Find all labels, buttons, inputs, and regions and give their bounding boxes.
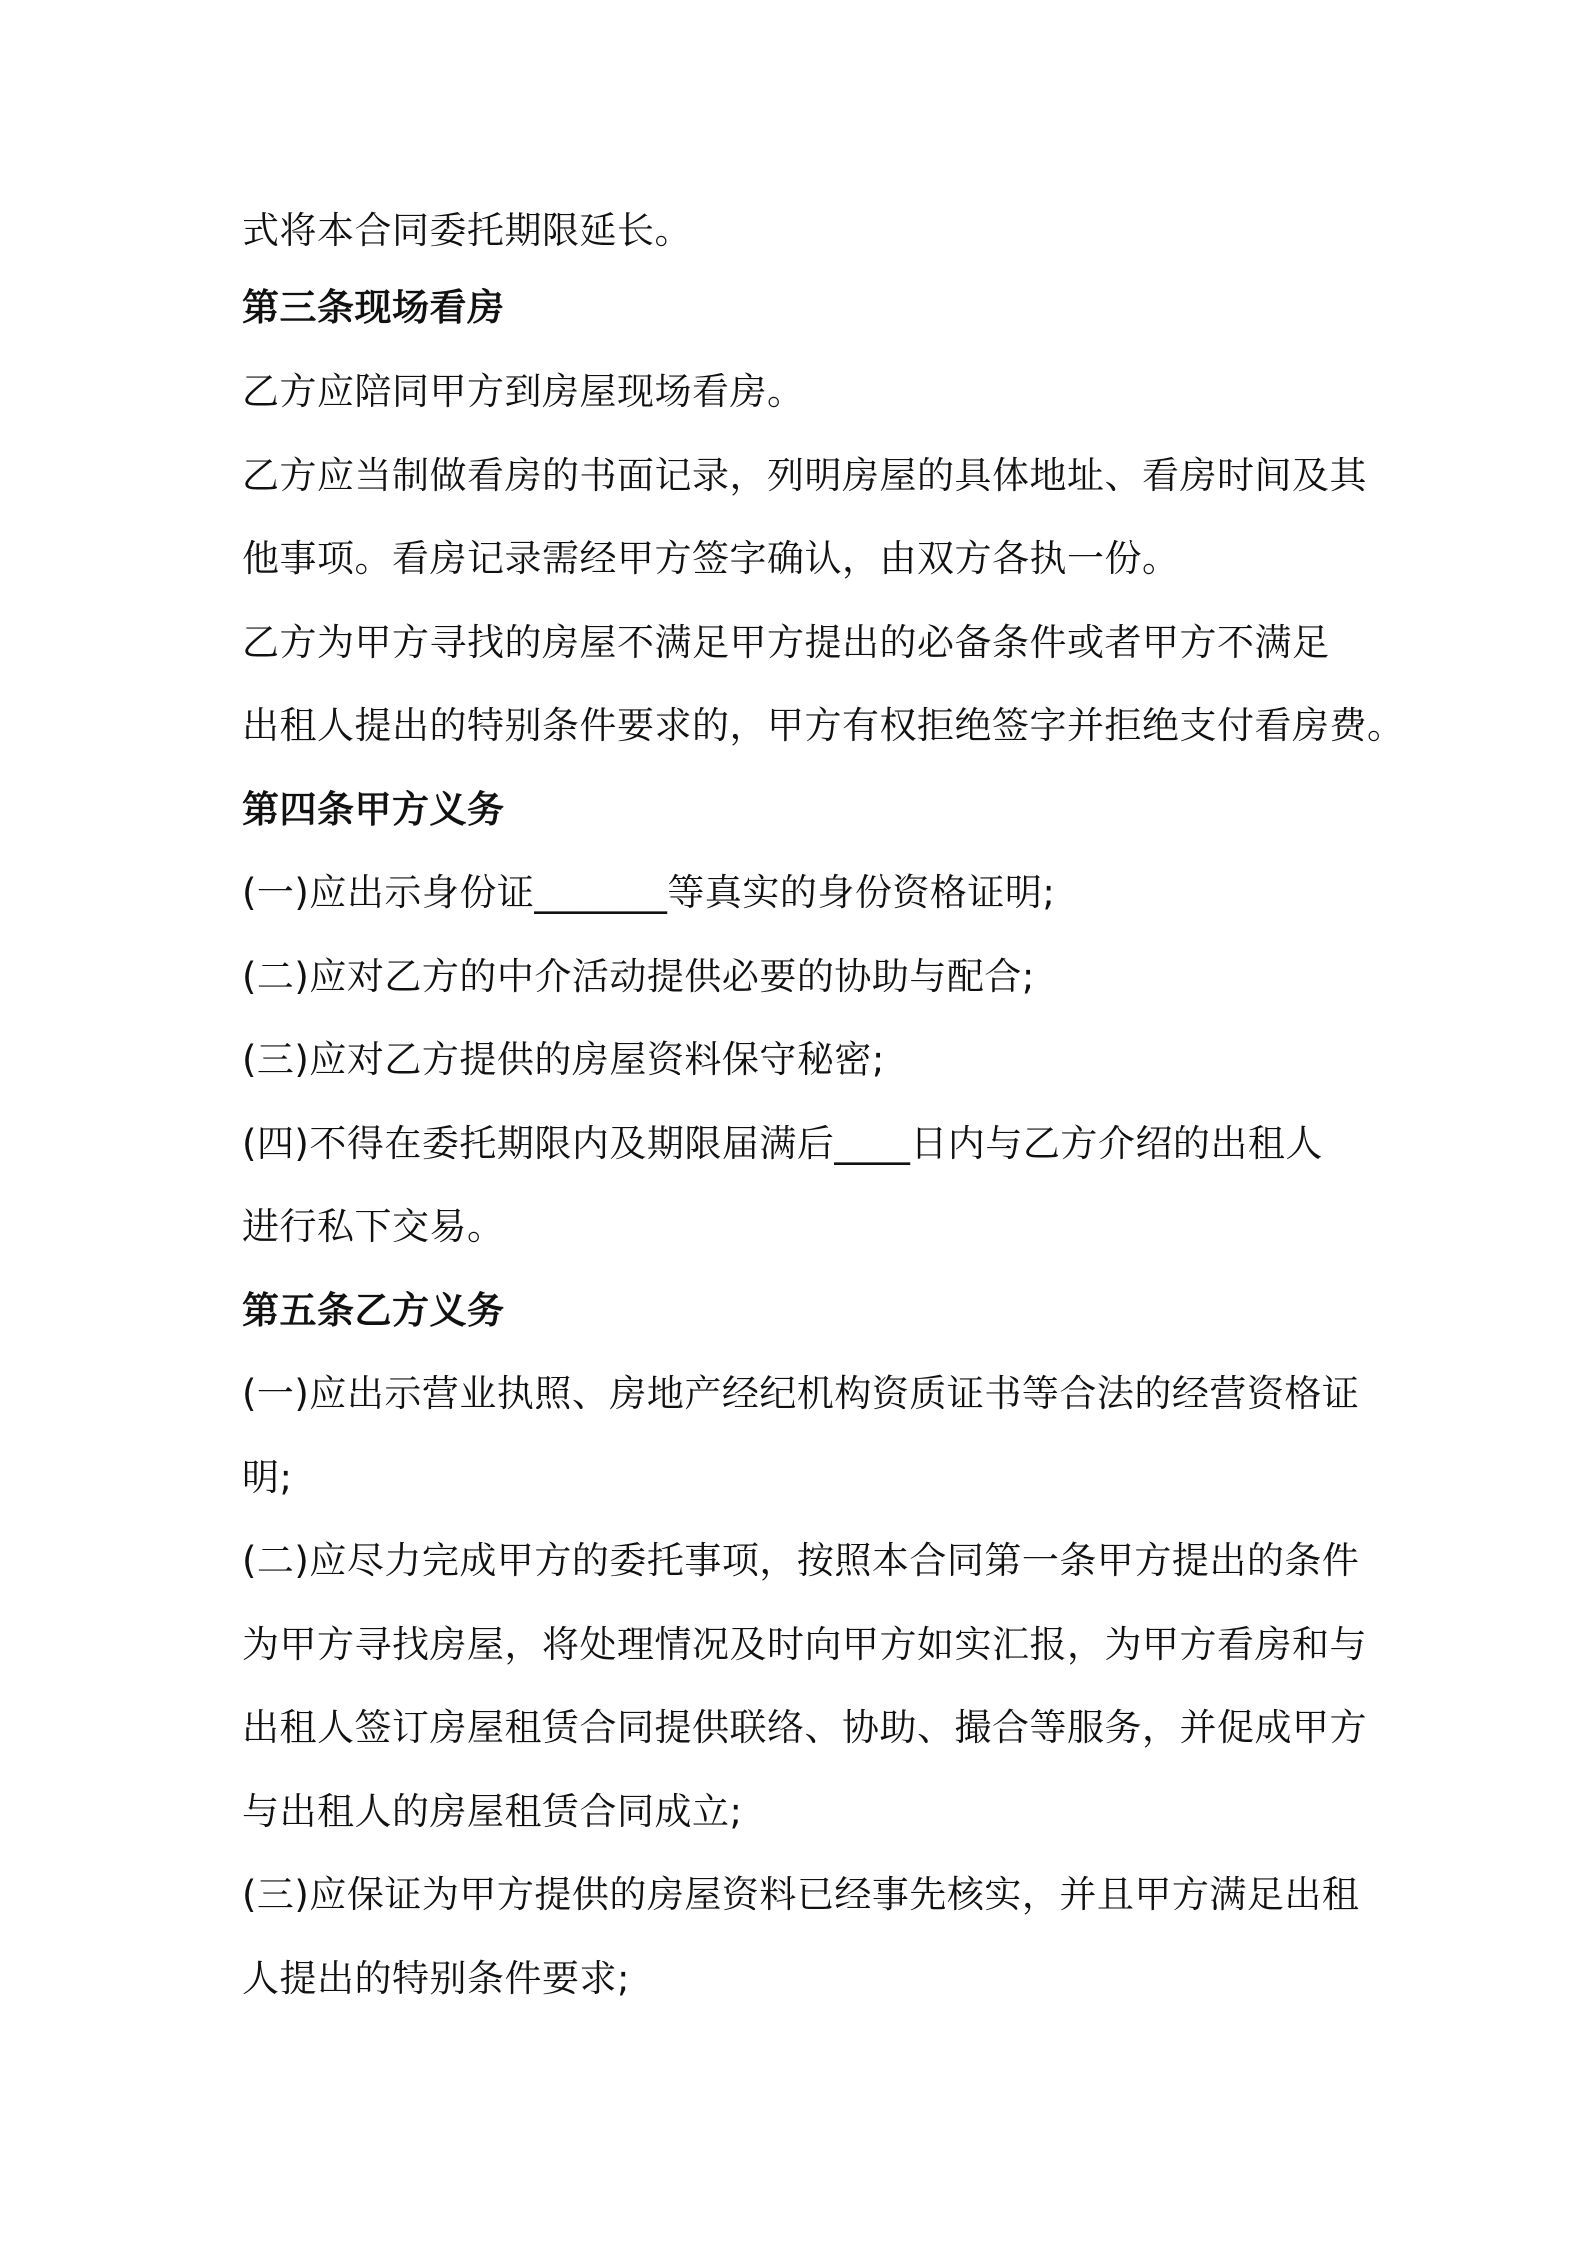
text-line: (四)不得在委托期限内及期限届满后____日内与乙方介绍的出租人: [242, 1122, 1323, 1165]
text-line: 与出租人的房屋租赁合同成立;: [242, 1790, 743, 1833]
text-line: 出租人签订房屋租赁合同提供联络、协助、撮合等服务，并促成甲方: [242, 1706, 1367, 1749]
text-line: (二)应对乙方的中介活动提供必要的协助与配合;: [242, 955, 1035, 998]
text-line: 乙方应当制做看房的书面记录，列明房屋的具体地址、看房时间及其: [242, 454, 1367, 497]
text-line: 式将本合同委托期限延长。: [242, 209, 692, 252]
text-line: 为甲方寻找房屋，将处理情况及时向甲方如实汇报，为甲方看房和与: [242, 1623, 1367, 1666]
text-line: 人提出的特别条件要求;: [242, 1957, 630, 2000]
text-line: (二)应尽力完成甲方的委托事项，按照本合同第一条甲方提出的条件: [242, 1539, 1360, 1582]
section-heading-3: 第三条现场看房: [242, 286, 505, 329]
text-line: 乙方为甲方寻找的房屋不满足甲方提出的必备条件或者甲方不满足: [242, 621, 1330, 664]
text-line: (一)应出示身份证_______等真实的身份资格证明;: [242, 871, 1056, 914]
text-line: (三)应保证为甲方提供的房屋资料已经事先核实，并且甲方满足出租: [242, 1873, 1360, 1916]
text-line: 他事项。看房记录需经甲方签字确认，由双方各执一份。: [242, 537, 1180, 580]
section-heading-5: 第五条乙方义务: [242, 1289, 505, 1332]
text-line: (三)应对乙方提供的房屋资料保守秘密;: [242, 1038, 885, 1081]
text-line: 出租人提出的特别条件要求的，甲方有权拒绝签字并拒绝支付看房费。: [242, 704, 1405, 747]
text-line: 进行私下交易。: [242, 1205, 505, 1248]
section-heading-4: 第四条甲方义务: [242, 788, 505, 831]
text-line: 乙方应陪同甲方到房屋现场看房。: [242, 370, 805, 413]
text-line: 明;: [242, 1456, 293, 1499]
text-line: (一)应出示营业执照、房地产经纪机构资质证书等合法的经营资格证: [242, 1372, 1360, 1415]
